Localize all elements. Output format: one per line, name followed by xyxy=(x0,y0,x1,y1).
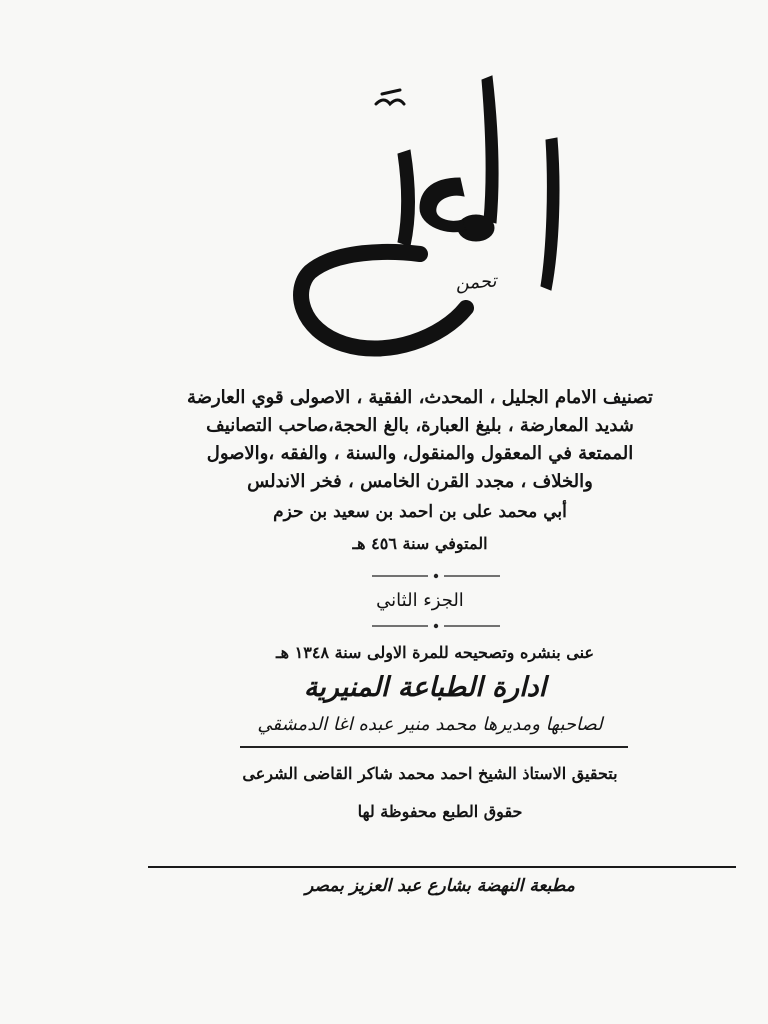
description-line-1: تصنيف الامام الجليل ، المحدث، الفقية ، الاصولى قوي العارضة xyxy=(187,387,653,408)
editor-credit: بتحقيق الاستاذ الشيخ احمد محمد شاكر القاضى الشرعى xyxy=(242,764,618,783)
volume-label: الجزء الثاني xyxy=(376,590,464,611)
author-death-date: المتوفي سنة ٤٥٦ هـ xyxy=(352,534,488,553)
calligraphic-title-logo xyxy=(270,58,590,368)
ornament-divider-bottom xyxy=(372,622,500,630)
footer-rule xyxy=(148,866,736,868)
printer-imprint: مطبعة النهضة بشارع عبد العزيز بمصر xyxy=(305,876,575,896)
description-line-2: شديد المعارضة ، بليغ العبارة، بالغ الحجة،صاحب التصانيف xyxy=(206,415,634,436)
publisher-owner: لصاحبها ومديرها محمد منير عبده اغا الدمشقي xyxy=(257,714,603,735)
ornament-divider-top xyxy=(372,572,500,580)
edition-statement: عنى بنشره وتصحيحه للمرة الاولى سنة ١٣٤٨ هـ xyxy=(275,643,595,662)
description-line-3: الممتعة في المعقول والمنقول، والسنة ، والفقه ،والاصول xyxy=(206,443,634,464)
copyright-notice: حقوق الطبع محفوظة لها xyxy=(357,802,523,821)
title-ornament-word: ت‍حمن xyxy=(454,270,498,295)
description-line-4: والخلاف ، مجدد القرن الخامس ، فخر الاندلس xyxy=(247,471,593,492)
publisher-name: ادارة الطباعة المنيرية xyxy=(303,672,547,703)
author-name: أبي محمد على بن احمد بن سعيد بن حزم xyxy=(273,502,567,522)
